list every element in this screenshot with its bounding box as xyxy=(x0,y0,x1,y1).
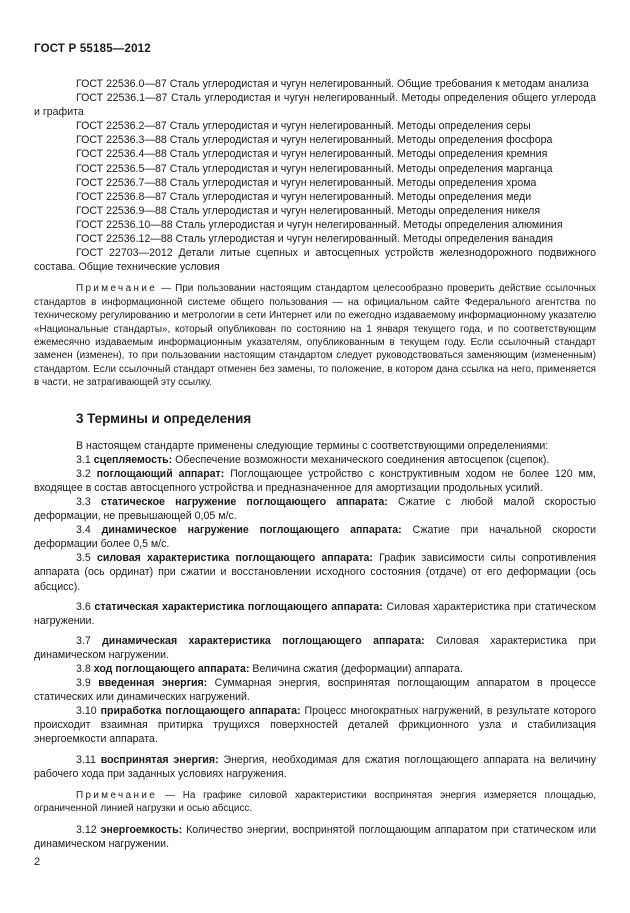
definition-number: 3.9 xyxy=(76,677,91,690)
definition-text: Количество энергии, воспринятой поглощающим аппаратом при статическом или динамическом нагружении. xyxy=(34,823,596,850)
note-text: — При пользовании настоящим стандартом целесообразно проверить действие ссылочных стандартов в информационной системе общего пользования — на официальном сайте Федерального агентства по техническому регулированию и метрологии в сети Интернет или по ежегодно издаваемому информационному указателю «Национальные стандарты», который опубликован по состоянию на 1 января текущего года, и по соответствующим ежемесячно издаваемым информационным указателям, опубликованным в текущем году. Если ссылочный стандарт заменен (изменен), то при пользовании настоящим стандартом следует руководствоваться заменяющим (измененным) стандартом. Если ссылочный стандарт отменен без замены, то положение, в котором дана ссылка на него, применяется в части, не затрагивающей эту ссылку. xyxy=(34,283,596,389)
reference-item: ГОСТ 22703—2012 Детали литые сцепных и автосцепных устройств железнодорожного подвижного состава. Общие технические условия xyxy=(34,247,596,274)
reference-item: ГОСТ 22536.12—88 Сталь углеродистая и чугун нелегированный. Методы определения ванадия xyxy=(76,233,553,246)
reference-item: ГОСТ 22536.5—87 Сталь углеродистая и чугун нелегированный. Методы определения марганца xyxy=(76,162,553,175)
reference-item: ГОСТ 22536.8—87 Сталь углеродистая и чугун нелегированный. Методы определения меди xyxy=(76,190,532,203)
definition-term: силовая характеристика поглощающего аппарата: xyxy=(96,552,373,565)
definition-item xyxy=(34,676,596,704)
reference-item: ГОСТ 22536.3—88 Сталь углеродистая и чугун нелегированный. Методы определения фосфора xyxy=(76,134,553,147)
definition-number: 3.5 xyxy=(76,552,91,565)
definition-text: Силовая характеристика при статическом нагружении. xyxy=(34,600,596,627)
note-label: Примечание xyxy=(76,283,158,295)
definition-item xyxy=(34,467,596,495)
definition-term: энергоемкость: xyxy=(100,823,183,836)
definition-text: Суммарная энергия, воспринятая поглощающим аппаратом в процессе статических или динамических нагружений. xyxy=(34,677,596,704)
definition-term: сцепляемость: xyxy=(93,453,173,466)
references-list xyxy=(34,77,596,274)
definition-text: Сжатие с любой малой скоростью деформации, не превышающей 0,05 м/с. xyxy=(34,495,597,523)
definition-number: 3.3 xyxy=(76,495,91,508)
definition-text: Величина сжатия (деформации) аппарата. xyxy=(249,662,463,675)
note-paragraph xyxy=(34,789,596,816)
definition-item xyxy=(34,662,596,676)
definition-number: 3.11 xyxy=(76,753,96,766)
definition-item xyxy=(34,495,596,523)
section-intro: В настоящем стандарте применены следующие термины с соответствующими определениями: xyxy=(76,439,549,452)
definition-term: введенная энергия: xyxy=(98,677,208,690)
definition-text: Обеспечение возможности механического соединения автосцепок (сцепок). xyxy=(172,453,550,466)
definition-text: Сжатие при начальной скорости деформации более 0,5 м/с. xyxy=(34,524,597,551)
definition-number: 3.6 xyxy=(76,600,91,613)
definition-text: Поглощающее устройство с конструктивным ходом не более 120 мм, входящее в состав автосцепного устройства и предназначенное для амортизации продольных усилий. xyxy=(34,467,597,494)
definition-item xyxy=(34,453,596,467)
definition-term: статическое нагружение поглощающего аппарата: xyxy=(100,495,388,508)
definition-term: воспринятая энергия: xyxy=(100,753,219,766)
definition-number: 3.7 xyxy=(76,634,91,647)
definition-term: статическая характеристика поглощающего аппарата: xyxy=(94,600,383,613)
section-title: 3 Термины и определения xyxy=(76,410,252,426)
reference-item: ГОСТ 22536.9—88 Сталь углеродистая и чугун нелегированный. Методы определения никеля xyxy=(76,204,541,217)
definition-number: 3.8 xyxy=(76,662,91,675)
definition-item xyxy=(34,634,596,662)
page-content xyxy=(34,77,596,851)
definition-number: 3.10 xyxy=(76,705,97,718)
reference-item: ГОСТ 22536.1—87 Сталь углеродистая и чугун нелегированный. Методы определения общего углерода и графита xyxy=(34,92,596,119)
definition-term: приработка поглощающего аппарата: xyxy=(100,705,301,718)
reference-item: ГОСТ 22536.4—88 Сталь углеродистая и чугун нелегированный. Методы определения кремния xyxy=(76,148,548,161)
definition-number: 3.4 xyxy=(76,524,91,537)
definition-item xyxy=(34,600,596,628)
definition-number: 3.1 xyxy=(76,453,91,466)
definition-item xyxy=(34,753,596,781)
note-paragraph xyxy=(34,282,596,389)
definition-term: динамическое нагружение поглощающего аппарата: xyxy=(101,524,402,537)
definition-term: ход поглощающего аппарата: xyxy=(93,662,250,675)
definition-text: Процесс многократных нагружений, в результате которого происходит взаимная притирка трущихся поверхностей деталей фрикционного узла и стабилизация энергоемкости аппарата. xyxy=(34,705,596,746)
definition-number: 3.2 xyxy=(76,467,91,480)
note-text: — На графике силовой характеристики воспринятая энергия измеряется площадью, ограниченной линией нагрузки и осью абсцисс. xyxy=(34,789,596,815)
document-header: ГОСТ Р 55185—2012 xyxy=(34,43,151,55)
reference-item: ГОСТ 22536.10—88 Сталь углеродистая и чугун нелегированный. Методы определения алюминия xyxy=(76,218,563,231)
page-number: 2 xyxy=(34,856,41,868)
definitions-list xyxy=(34,439,596,781)
definition-term: поглощающий аппарат: xyxy=(96,467,225,480)
note-label: Примечание xyxy=(76,789,158,801)
definition-item xyxy=(34,523,596,551)
definition-text: График зависимости силы сопротивления аппарата (ось ординат) при сжатии и восстановлении исходного состояния (отдаче) от его деформации (ось абсцисс). xyxy=(34,552,596,593)
definition-term: динамическая характеристика поглощающего аппарата: xyxy=(102,634,425,647)
note-block xyxy=(34,789,596,816)
definition-item xyxy=(34,704,596,746)
note-block xyxy=(34,282,596,389)
definition-text: Силовая характеристика при динамическом нагружении. xyxy=(34,634,596,661)
reference-item: ГОСТ 22536.7—88 Сталь углеродистая и чугун нелегированный. Методы определения хрома xyxy=(76,176,537,189)
definition-number: 3.12 xyxy=(76,823,97,836)
definition-text: Энергия, необходимая для сжатия поглощающего аппарата на величину рабочего хода при заданных условиях нагружения. xyxy=(34,753,596,780)
reference-item: ГОСТ 22536.0—87 Сталь углеродистая и чугун нелегированный. Общие требования к методам анализа xyxy=(76,78,589,90)
definition-item xyxy=(34,551,596,593)
definition-item xyxy=(34,823,596,851)
reference-item: ГОСТ 22536.2—87 Сталь углеродистая и чугун нелегированный. Методы определения серы xyxy=(76,120,531,133)
